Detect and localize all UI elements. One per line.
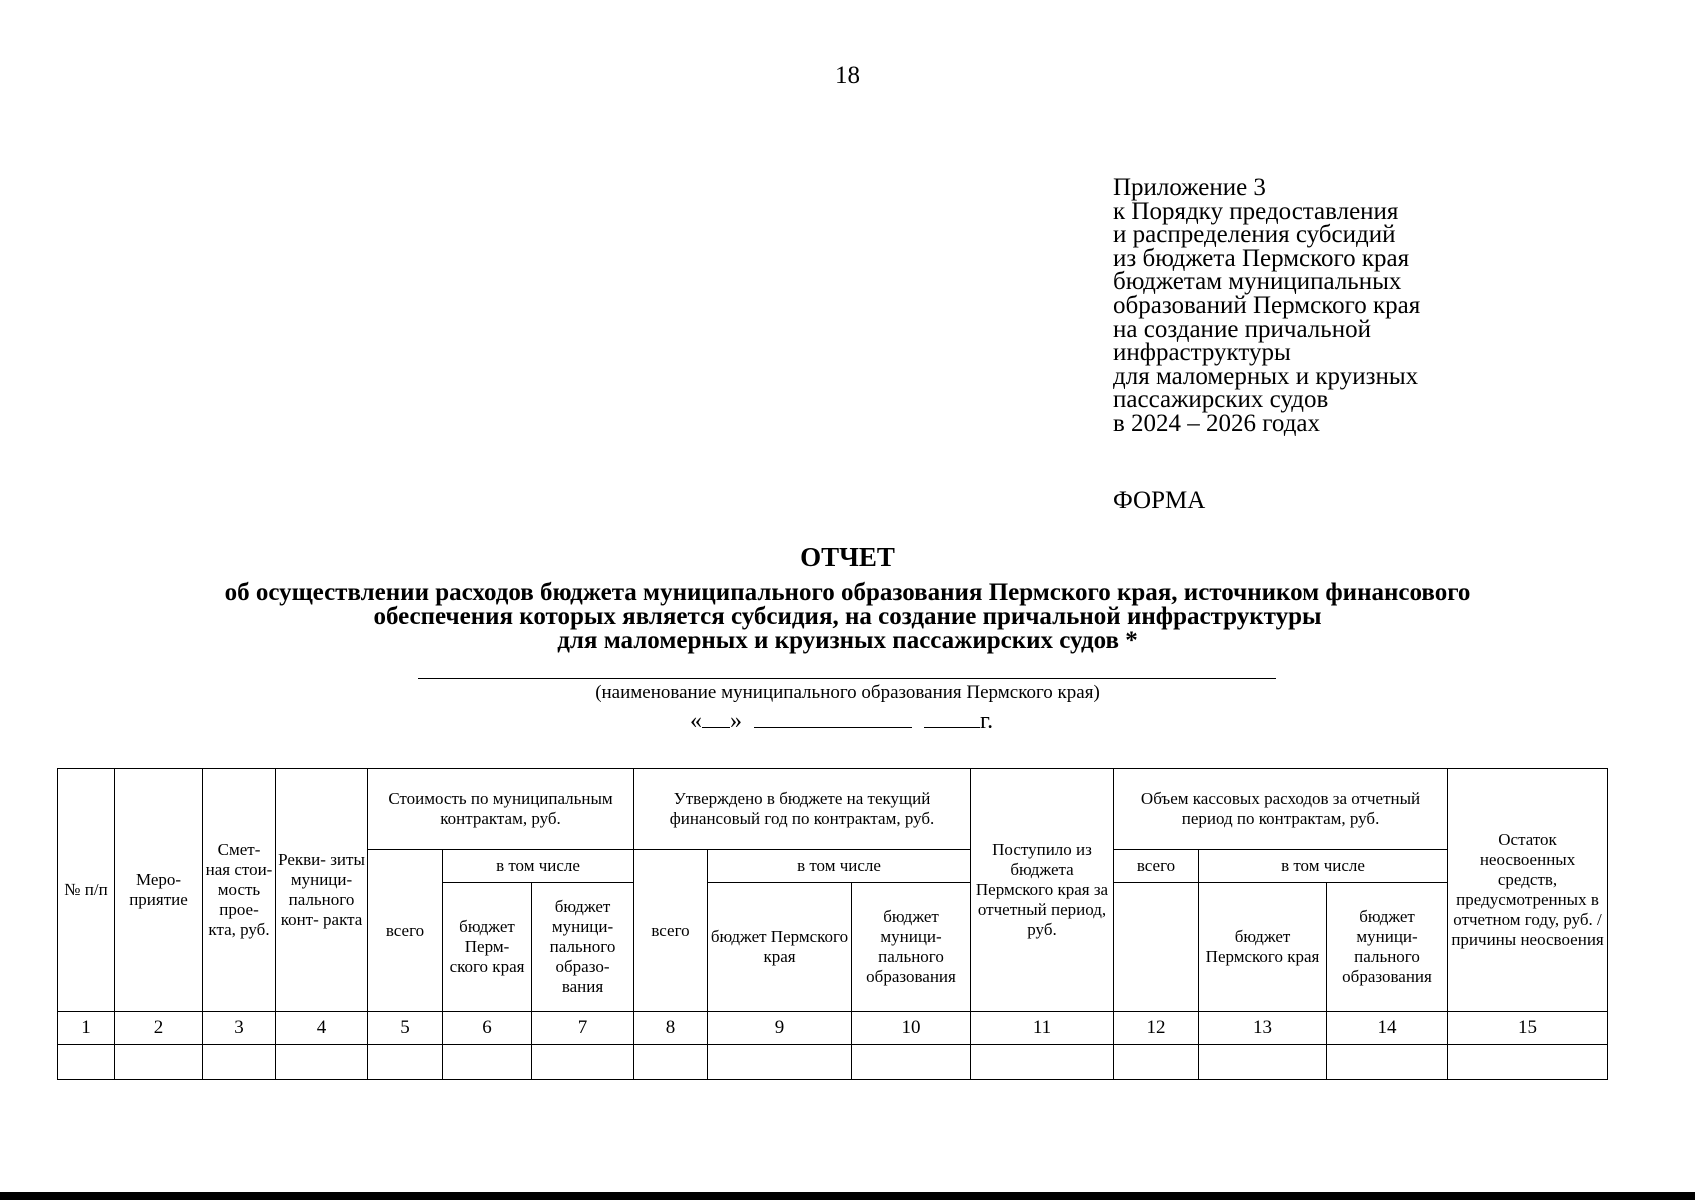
appendix-line: пассажирских судов (1113, 386, 1329, 414)
date-close-quote: » (730, 708, 742, 734)
column-number: 10 (852, 1012, 971, 1045)
column-number-row (58, 1012, 1608, 1045)
month-blank (754, 709, 912, 728)
appendix-line: на создание причальной (1113, 315, 1371, 343)
header-approved-including: в том числе (708, 850, 971, 883)
scan-bottom-border (0, 1192, 1695, 1200)
report-title: ОТЧЕТ (800, 542, 895, 572)
header-approved-perm: бюджет Пермского края (708, 883, 852, 1012)
empty-cell (1199, 1045, 1327, 1080)
header-received: Поступило из бюджета Пермского края за отчетный период, руб. (971, 769, 1114, 1012)
empty-cell (1114, 1045, 1199, 1080)
report-table (57, 768, 1608, 1080)
column-number: 12 (1114, 1012, 1199, 1045)
page-number: 18 (835, 62, 860, 89)
column-number: 7 (532, 1012, 634, 1045)
empty-cell (58, 1045, 115, 1080)
column-number: 8 (634, 1012, 708, 1045)
appendix-line: в 2024 – 2026 годах (1113, 409, 1321, 437)
header-approved-group: Утверждено в бюджете на текущий финансовый год по контрактам, руб. (634, 769, 971, 850)
empty-cell (443, 1045, 532, 1080)
appendix-line: к Порядку предоставления (1113, 197, 1399, 225)
column-number: 6 (443, 1012, 532, 1045)
date-open-quote: « (690, 708, 702, 734)
header-approved-muni: бюджет муници- пального образования (852, 883, 971, 1012)
empty-cell (634, 1045, 708, 1080)
header-approved-total: всего (634, 850, 708, 1012)
column-number: 9 (708, 1012, 852, 1045)
column-number: 4 (276, 1012, 368, 1045)
header-remainder: Остаток неосвоенных средств, предусмотренных в отчетном году, руб. / причины неосвоения (1448, 769, 1608, 1012)
empty-cell (368, 1045, 443, 1080)
column-number: 14 (1327, 1012, 1448, 1045)
header-estimate: Смет- ная стои- мость прое- кта, руб. (203, 769, 276, 1012)
report-subtitle (0, 581, 1695, 653)
appendix-block (1113, 176, 1420, 436)
header-cost-muni: бюджет муници- пального образо- вания (532, 883, 634, 1012)
municipality-name-line (418, 678, 1276, 679)
header-event: Меро- приятие (115, 769, 203, 1012)
year-blank (924, 709, 980, 728)
appendix-line: и распределения субсидий (1113, 221, 1396, 249)
empty-cell (1448, 1045, 1608, 1080)
empty-cell (1327, 1045, 1448, 1080)
appendix-line: образований Пермского края (1113, 291, 1421, 319)
header-cash-total: всего (1114, 850, 1199, 883)
empty-cell (203, 1045, 276, 1080)
header-cash-including: в том числе (1199, 850, 1448, 883)
empty-cell (115, 1045, 203, 1080)
subtitle-line: об осуществлении расходов бюджета муниципального образования Пермского края, источником финансового (224, 579, 1471, 606)
header-cost-total: всего (368, 850, 443, 1012)
header-cost-group: Стоимость по муниципальным контрактам, руб. (368, 769, 634, 850)
empty-cell (852, 1045, 971, 1080)
column-number: 5 (368, 1012, 443, 1045)
appendix-line: инфраструктуры (1113, 339, 1291, 367)
column-number: 1 (58, 1012, 115, 1045)
header-cash-muni: бюджет муници- пального образования (1327, 883, 1448, 1012)
year-suffix: г. (980, 708, 994, 734)
header-cash-group: Объем кассовых расходов за отчетный период по контрактам, руб. (1114, 769, 1448, 850)
appendix-line: для маломерных и круизных (1113, 362, 1419, 390)
day-blank (702, 709, 730, 728)
subtitle-line: обеспечения которых является субсидия, на создание причальной инфраструктуры (373, 603, 1322, 630)
column-number: 2 (115, 1012, 203, 1045)
appendix-line: из бюджета Пермского края (1113, 244, 1410, 272)
date-line (690, 708, 993, 735)
appendix-line: Приложение 3 (1113, 174, 1266, 201)
empty-cell (276, 1045, 368, 1080)
header-cash-perm: бюджет Пермского края (1199, 883, 1327, 1012)
header-cost-perm: бюджет Перм- ского края (443, 883, 532, 1012)
empty-cell (708, 1045, 852, 1080)
empty-cell (971, 1045, 1114, 1080)
subtitle-line: для маломерных и круизных пассажирских судов * (557, 627, 1138, 654)
column-number: 15 (1448, 1012, 1608, 1045)
column-number: 3 (203, 1012, 276, 1045)
form-label: ФОРМА (1113, 487, 1206, 514)
header-requisites: Рекви- зиты муници- пального конт- ракта (276, 769, 368, 1012)
header-cost-including: в том числе (443, 850, 634, 883)
column-number: 13 (1199, 1012, 1327, 1045)
municipality-name-caption: (наименование муниципального образования Пермского края) (595, 682, 1100, 703)
header-cash-total-empty (1114, 883, 1199, 1012)
header-num: № п/п (58, 769, 115, 1012)
empty-data-row (58, 1045, 1608, 1080)
appendix-line: бюджетам муниципальных (1113, 268, 1402, 296)
empty-cell (532, 1045, 634, 1080)
column-number: 11 (971, 1012, 1114, 1045)
